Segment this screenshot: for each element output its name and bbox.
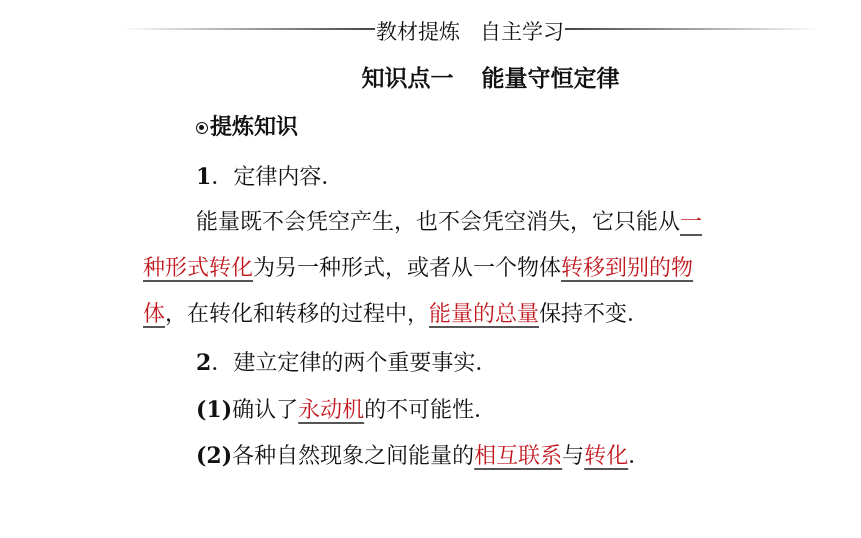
- para3-end: 保持不变．: [539, 302, 650, 327]
- page-title: [0, 60, 861, 93]
- content-line-4: [143, 302, 649, 328]
- header-line-left: [120, 28, 375, 30]
- item3-text-b: 的不可能性．: [364, 398, 497, 423]
- bullet-circle-icon: [196, 122, 208, 134]
- answer-blank-6: 转化: [584, 444, 629, 469]
- content-line-3: [143, 256, 693, 282]
- title-part2: 能量守恒定律: [481, 66, 620, 92]
- content-line-5: [196, 350, 497, 377]
- content-line-2: [196, 210, 702, 236]
- para2-text: 为另一种形式，或者从一个物体: [253, 256, 562, 281]
- para1-text: 能量既不会凭空产生，也不会凭空消失，它只能从: [196, 210, 681, 235]
- item3-text-a: 确认了: [232, 398, 299, 423]
- content-line-7: [196, 443, 650, 470]
- answer-blank-1a: 一: [680, 210, 703, 235]
- item2-number: 2: [196, 350, 212, 376]
- subheading: [196, 110, 298, 141]
- item3-number: (1): [196, 397, 233, 423]
- content-line-6: [196, 397, 496, 424]
- title-part1: 知识点一: [361, 66, 454, 92]
- item2-text: ．建立定律的两个重要事实．: [211, 351, 498, 376]
- item1-number: 1: [196, 164, 212, 190]
- para3-text: ，在转化和转移的过程中，: [165, 302, 430, 327]
- header-line-right: [565, 28, 820, 30]
- section-header: [120, 12, 820, 46]
- answer-blank-1b: 种形式转化: [143, 256, 254, 281]
- subheading-text: 提炼知识: [210, 115, 299, 140]
- answer-blank-2a: 转移到别的物: [561, 256, 694, 281]
- header-left-text: 教材提炼: [376, 20, 460, 44]
- header-right-text: 自主学习: [480, 20, 564, 44]
- answer-blank-4: 永动机: [298, 398, 365, 423]
- item4-text-a: 各种自然现象之间能量的: [232, 444, 475, 469]
- item4-number: (2): [196, 443, 233, 469]
- item1-text: ．定律内容．: [211, 165, 344, 190]
- answer-blank-5: 相互联系: [474, 444, 563, 469]
- item4-text-b: 与: [562, 444, 585, 469]
- answer-blank-2b: 体: [143, 302, 166, 327]
- header-text: [375, 16, 565, 46]
- item4-text-c: ．: [628, 444, 651, 469]
- content-line-1: [196, 164, 343, 191]
- answer-blank-3: 能量的总量: [429, 302, 540, 327]
